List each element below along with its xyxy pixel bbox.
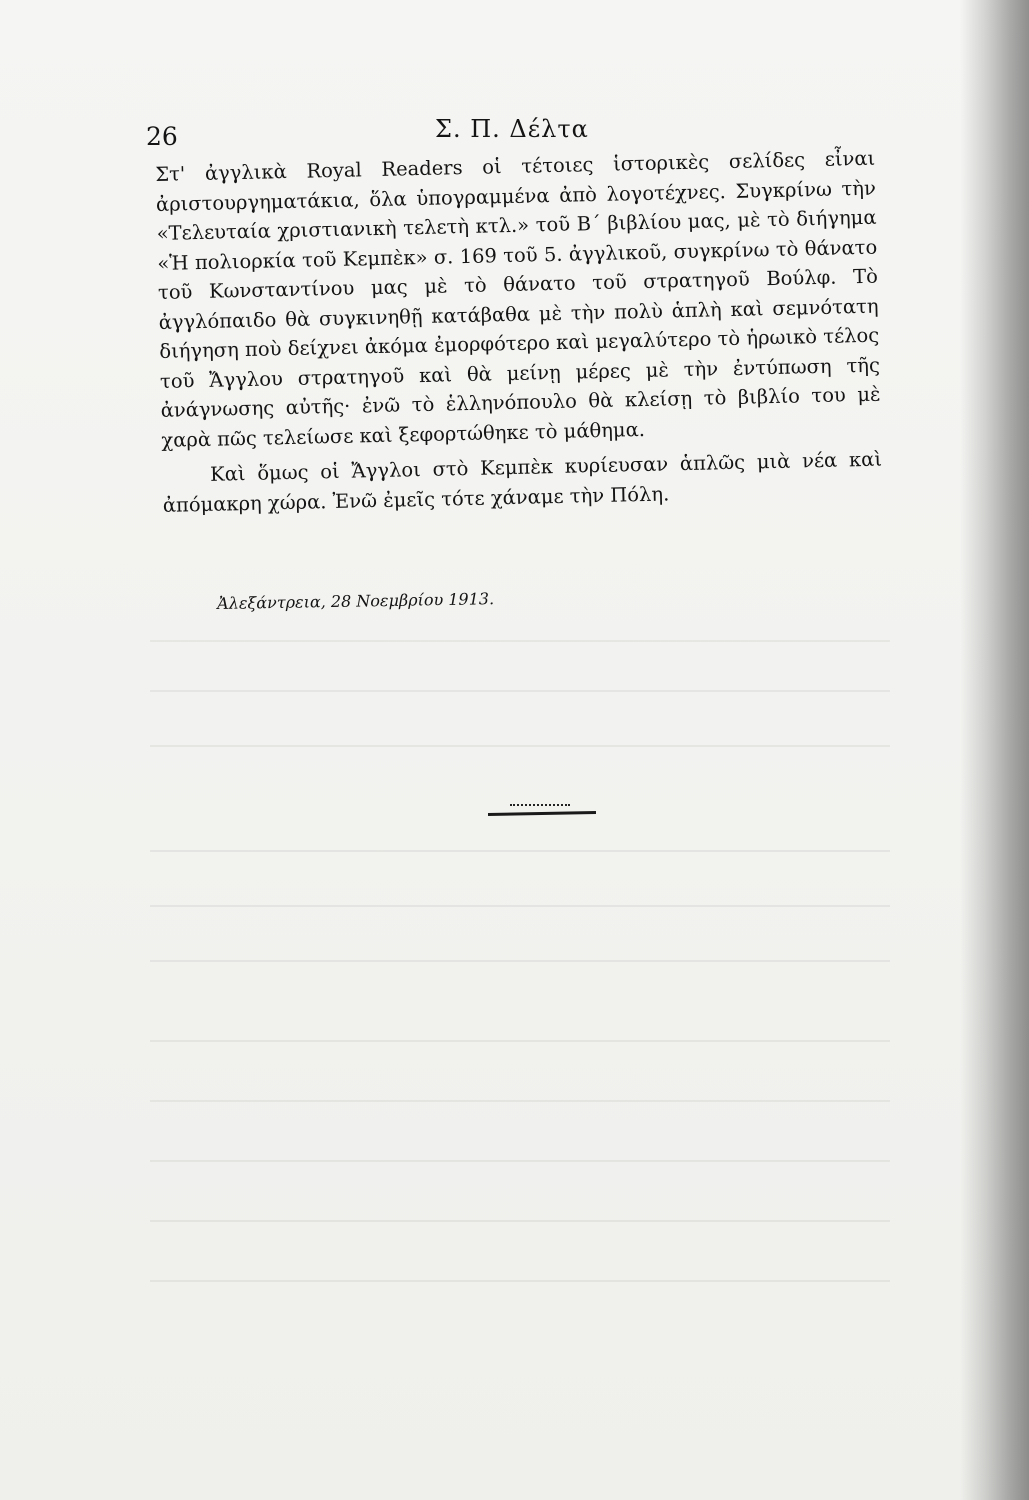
paragraph: Καὶ ὅμως οἱ Ἄγγλοι στὸ Κεμπὲκ κυρίευσαν ἁπλῶς μιὰ νέα καὶ ἀπόμακρη χώρα. Ἐνῶ ἐμεῖς τότε χάναμε τὴν Πόλη. [162,447,883,517]
end-ornament-dots [510,804,570,810]
bleed-through-line [150,850,890,852]
running-head: Σ. Π. Δέλτα [435,115,589,143]
bleed-through-line [150,1280,890,1282]
bleed-through-line [150,690,890,692]
bleed-through-line [150,1040,890,1042]
body-text [155,144,883,520]
bleed-through-line [150,745,890,747]
page-number: 26 [146,122,178,151]
bleed-through-line [150,1100,890,1102]
bleed-through-line [150,1220,890,1222]
bleed-through-line [150,640,890,642]
place-date-signature: Ἀλεξάντρεια, 28 Νοεμβρίου 1913. [217,589,495,613]
bleed-through-line [150,905,890,907]
end-rule [488,811,596,816]
bleed-through-line [150,960,890,962]
page-header [140,110,880,150]
bleed-through-line [150,1160,890,1162]
paragraph: Στ' ἀγγλικὰ Royal Readers οἱ τέτοιες ἱστορικὲς σελίδες εἶναι ἀριστουργηματάκια, ὅλα ὑπογραμμένα ἀπὸ λογοτέχνες. Συγκρίνω τὴν «Τελευταία χριστιανικὴ τελετὴ κτλ.» τοῦ Β΄ βιβλίου μας, μὲ τὸ διήγημα «Ἡ πολιορκία τοῦ Κεμπὲκ» σ. 169 τοῦ 5. ἀγγλικοῦ, συγκρίνω τὸ θάνατο τοῦ Κωνσταντίνου μας μὲ τὸ θάνατο τοῦ στρατηγοῦ Βούλφ. Τὸ ἀγγλόπαιδο θὰ συγκινηθῇ κατάβαθα μὲ τὴν πολὺ ἁπλὴ καὶ σεμνότατη διήγηση ποὺ δείχνει ἀκόμα ἐμορφότερο καὶ μεγαλύτερο τὸ ἡρωικὸ τέλος τοῦ Ἄγγλου στρατηγοῦ καὶ θὰ μείνῃ μέρες μὲ τὴν ἐντύπωση τῆς ἀνάγνωσης αὐτῆς· ἐνῶ τὸ ἑλληνόπουλο θὰ κλείσῃ τὸ βιβλίο του μὲ χαρὰ πῶς τελείωσε καὶ ξεφορτώθηκε τὸ μάθημα. [155,146,881,452]
